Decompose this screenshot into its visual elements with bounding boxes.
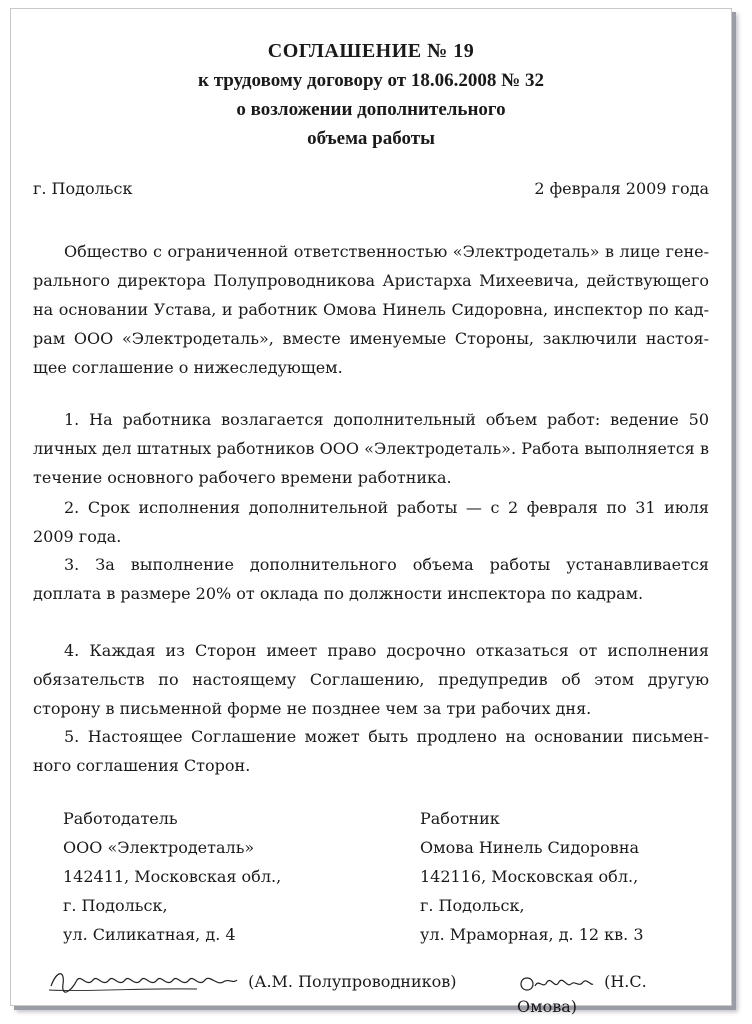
clause-1: 1. На работника возлагается дополнительный объем работ: ведение 50 личных дел штатных работников ООО «Электродеталь». Работа выполняется в течение основного рабочего времени работника. [33,410,709,487]
employer-name: ООО «Электродеталь» [63,838,255,857]
employee-handwritten-signature [517,966,595,996]
place: г. Подольск [33,179,133,198]
employee-address-1: 142116, Московская обл., [420,867,639,886]
title-line-2: к трудовому договору от 18.06.2008 № 32 [198,70,544,91]
employer-address-1: 142411, Московская обл., [63,867,282,886]
title-line-1: СОГЛАШЕНИЕ № 19 [267,40,475,62]
employee-signature-block [517,966,711,1016]
employer-signature-block [47,966,457,996]
date: 2 февраля 2009 года [534,179,709,198]
employee-signature-name: (Н.С. Омова) [517,971,647,1016]
document-title [11,37,731,153]
employee-address-2: г. Подольск, [420,896,525,915]
intro-paragraph: Общество с ограниченной ответственностью «Электродеталь» в лице генерального директора Полупроводникова Аристарха Михеевича, действующего на основании Устава, и работник Омова Нинель Сидоровна, инспектор по кадрам ООО «Электродеталь», вместе именуемые Стороны, заключили настоящее соглашение о нижеследующем. [33,242,709,377]
employer-details [63,804,393,949]
clause-5: 5. Настоящее Соглашение может быть продлено на основании письменного соглашения Сторон. [33,727,709,775]
title-line-4: объема работы [307,128,435,149]
employee-name: Омова Нинель Сидоровна [420,838,640,857]
title-line-3: о возложении дополнительного [236,99,506,120]
employee-heading: Работник [420,809,500,828]
signature-line [47,966,711,1016]
clause-3: 3. За выполнение дополнительного объема работы устанавливается доплата в размере 20% от оклада по должности инспектора по кадрам. [33,555,709,603]
place-date-row [33,179,709,198]
employer-handwritten-signature [47,966,239,996]
clause-4: 4. Каждая из Сторон имеет право досрочно отказаться от исполнения обязательств по настоящему Соглашению, предупредив об этом другую сторону в письменной форме не позднее чем за три рабочих дня. [33,641,709,718]
employer-heading: Работодатель [63,809,178,828]
employer-signature-name: (А.М. Полупроводников) [248,971,457,991]
employer-address-2: г. Подольск, [63,896,168,915]
clause-2: 2. Срок исполнения дополнительной работы — с 2 февраля по 31 июля 2009 года. [33,498,709,546]
employer-address-3: ул. Силикатная, д. 4 [63,925,236,944]
document-page [10,8,732,1016]
employee-details [420,804,720,949]
employee-address-3: ул. Мраморная, д. 12 кв. 3 [420,925,644,944]
